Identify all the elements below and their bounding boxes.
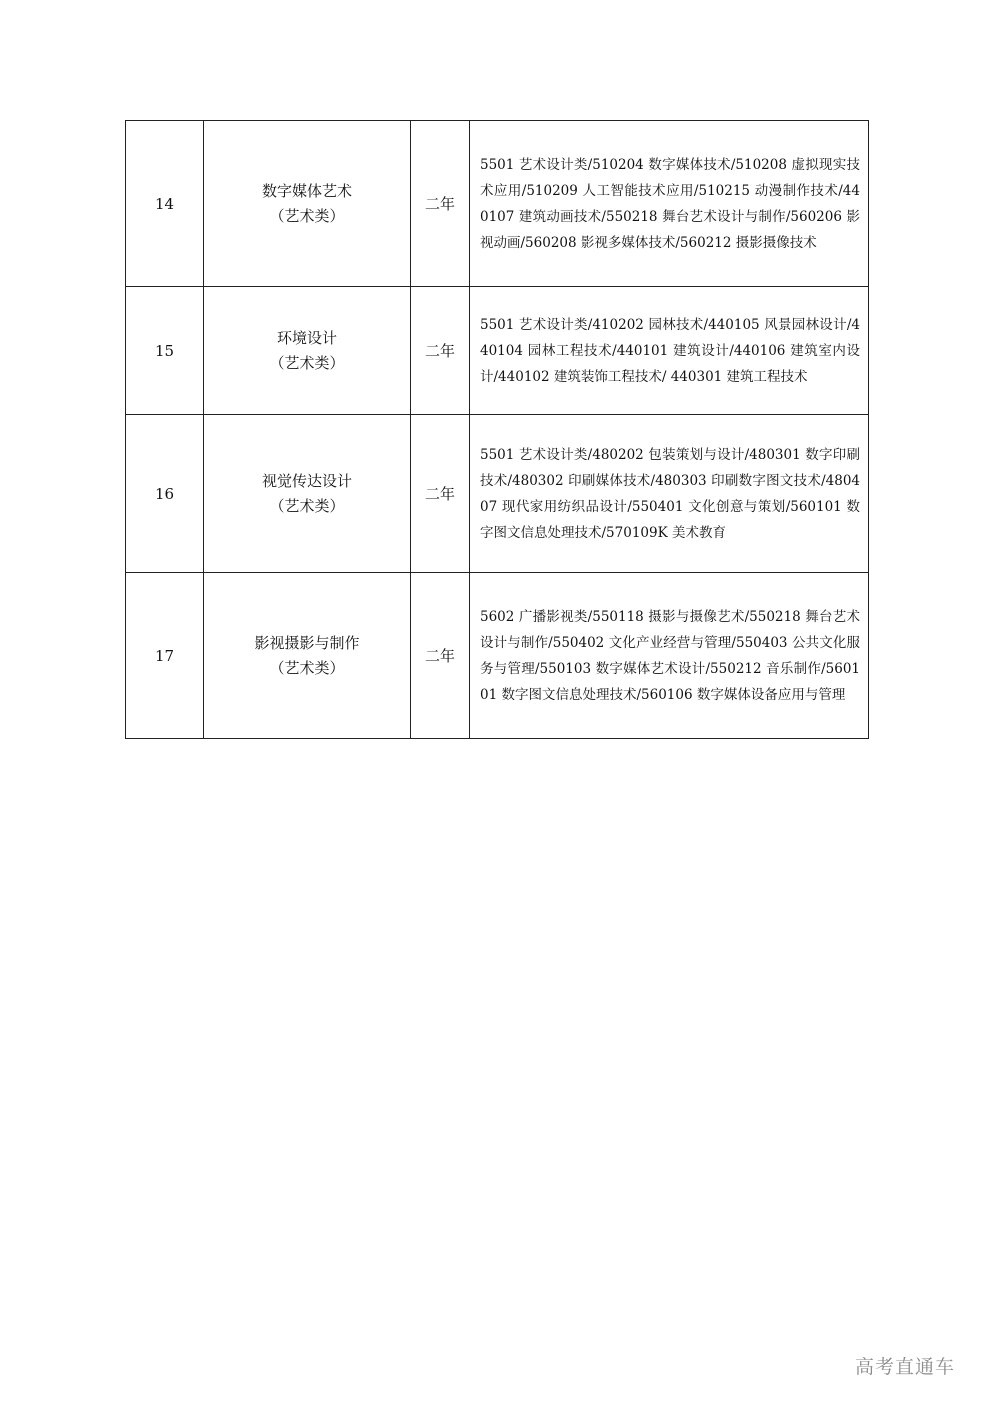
major-category: （艺术类） [269, 658, 345, 677]
majors-table [125, 120, 869, 739]
table-row [126, 415, 869, 573]
table-row [126, 121, 869, 287]
row-number: 15 [126, 287, 204, 415]
major-cell [204, 121, 411, 287]
source-majors: 5602 广播影视类/550118 摄影与摄像艺术/550218 舞台艺术设计与制作/550402 文化产业经营与管理/550403 公共文化服务与管理/550103 数字媒体艺术设计/550212 音乐制作/560101 数字图文信息处理技术/560106 数字媒体设备应用与管理 [470, 573, 869, 739]
table-row [126, 287, 869, 415]
major-name: 数字媒体艺术 [261, 181, 352, 200]
major-category: （艺术类） [269, 206, 345, 225]
major-name: 影视摄影与制作 [254, 633, 360, 652]
row-number: 17 [126, 573, 204, 739]
major-category: （艺术类） [269, 353, 345, 372]
major-cell [204, 415, 411, 573]
source-majors: 5501 艺术设计类/410202 园林技术/440105 风景园林设计/440104 园林工程技术/440101 建筑设计/440106 建筑室内设计/440102 建筑装饰工程技术/ 440301 建筑工程技术 [470, 287, 869, 415]
watermark-text: 高考直通车 [855, 1356, 956, 1378]
row-number: 16 [126, 415, 204, 573]
study-years: 二年 [411, 573, 470, 739]
major-cell [204, 573, 411, 739]
study-years: 二年 [411, 415, 470, 573]
source-majors: 5501 艺术设计类/510204 数字媒体技术/510208 虚拟现实技术应用/510209 人工智能技术应用/510215 动漫制作技术/440107 建筑动画技术/550218 舞台艺术设计与制作/560206 影视动画/560208 影视多媒体技术/560212 摄影摄像技术 [470, 121, 869, 287]
major-category: （艺术类） [269, 496, 345, 515]
table-row [126, 573, 869, 739]
major-name: 视觉传达设计 [261, 471, 352, 490]
study-years: 二年 [411, 287, 470, 415]
study-years: 二年 [411, 121, 470, 287]
row-number: 14 [126, 121, 204, 287]
major-cell [204, 287, 411, 415]
source-majors: 5501 艺术设计类/480202 包装策划与设计/480301 数字印刷技术/480302 印刷媒体技术/480303 印刷数字图文技术/480407 现代家用纺织品设计/550401 文化创意与策划/560101 数字图文信息处理技术/570109K 美术教育 [470, 415, 869, 573]
major-name: 环境设计 [276, 328, 337, 347]
